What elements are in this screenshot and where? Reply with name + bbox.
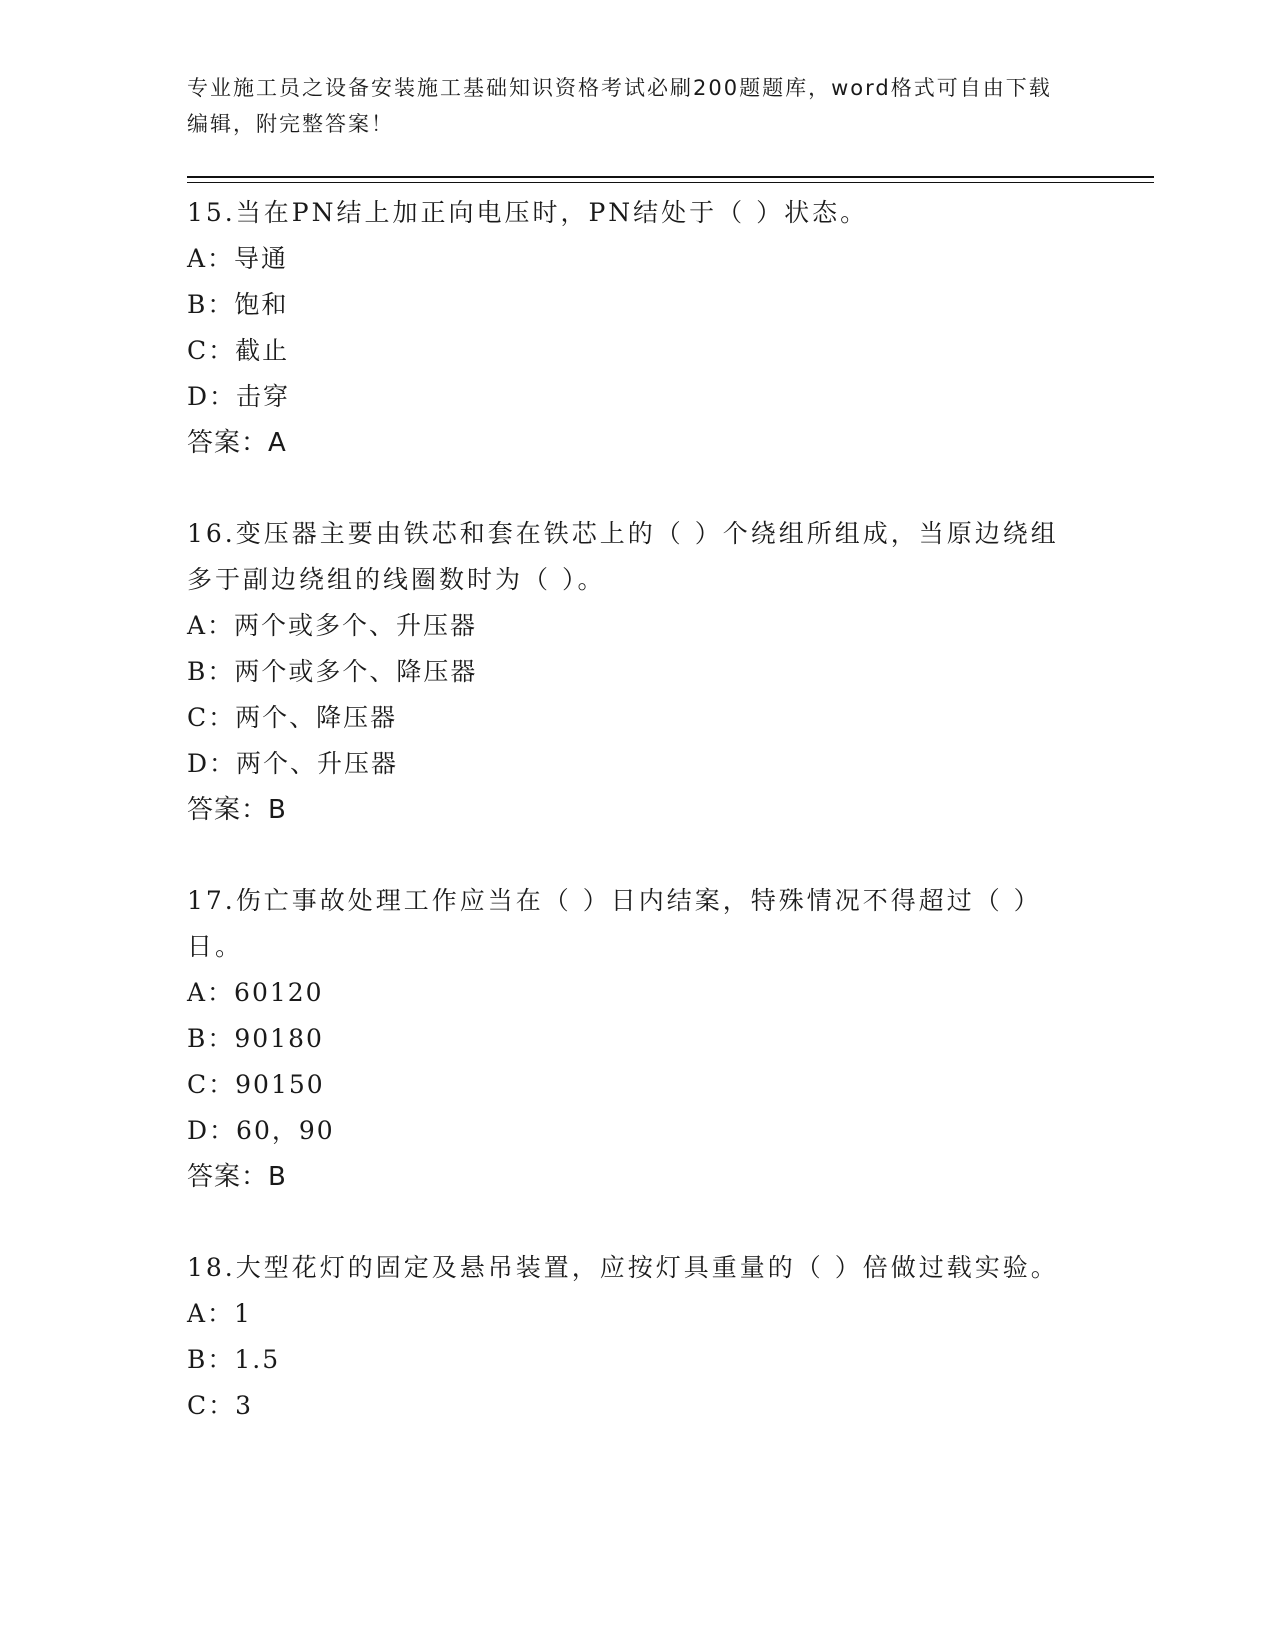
header-divider-thick	[187, 176, 1154, 178]
option-c: C：两个、降压器	[187, 703, 398, 732]
answer: 答案：B	[187, 795, 287, 825]
option-a: A：1	[187, 1299, 252, 1328]
question-15	[187, 190, 1067, 466]
answer: 答案：A	[187, 428, 287, 458]
option-d: D：60，90	[187, 1116, 335, 1145]
question-stem: 17.伤亡事故处理工作应当在（ ）日内结案，特殊情况不得超过（ ）日。	[187, 886, 1042, 961]
option-b: B：90180	[187, 1024, 324, 1053]
option-a: A：导通	[187, 244, 289, 273]
answer: 答案：B	[187, 1162, 287, 1192]
option-b: B：1.5	[187, 1345, 281, 1374]
option-c: C：截止	[187, 336, 290, 365]
document-header	[187, 70, 1067, 142]
option-c: C：3	[187, 1391, 254, 1420]
question-16	[187, 511, 1067, 833]
header-divider-thin	[187, 182, 1154, 183]
question-stem: 18.大型花灯的固定及悬吊装置，应按灯具重量的（ ）倍做过载实验。	[187, 1253, 1059, 1282]
option-a: A：60120	[187, 978, 324, 1007]
option-d: D：击穿	[187, 382, 291, 411]
question-17	[187, 878, 1067, 1200]
option-b: B：两个或多个、降压器	[187, 657, 478, 686]
option-c: C：90150	[187, 1070, 325, 1099]
question-18	[187, 1245, 1067, 1429]
question-stem: 16.变压器主要由铁芯和套在铁芯上的（ ）个绕组所组成，当原边绕组多于副边绕组的线圈数时为（ ）。	[187, 519, 1059, 594]
header-title: 专业施工员之设备安装施工基础知识资格考试必刷200题题库，word格式可自由下载编辑，附完整答案！	[187, 76, 1052, 136]
option-d: D：两个、升压器	[187, 749, 399, 778]
question-list	[187, 190, 1067, 1474]
option-b: B：饱和	[187, 290, 289, 319]
question-stem: 15.当在PN结上加正向电压时，PN结处于（ ）状态。	[187, 198, 869, 227]
option-a: A：两个或多个、升压器	[187, 611, 478, 640]
